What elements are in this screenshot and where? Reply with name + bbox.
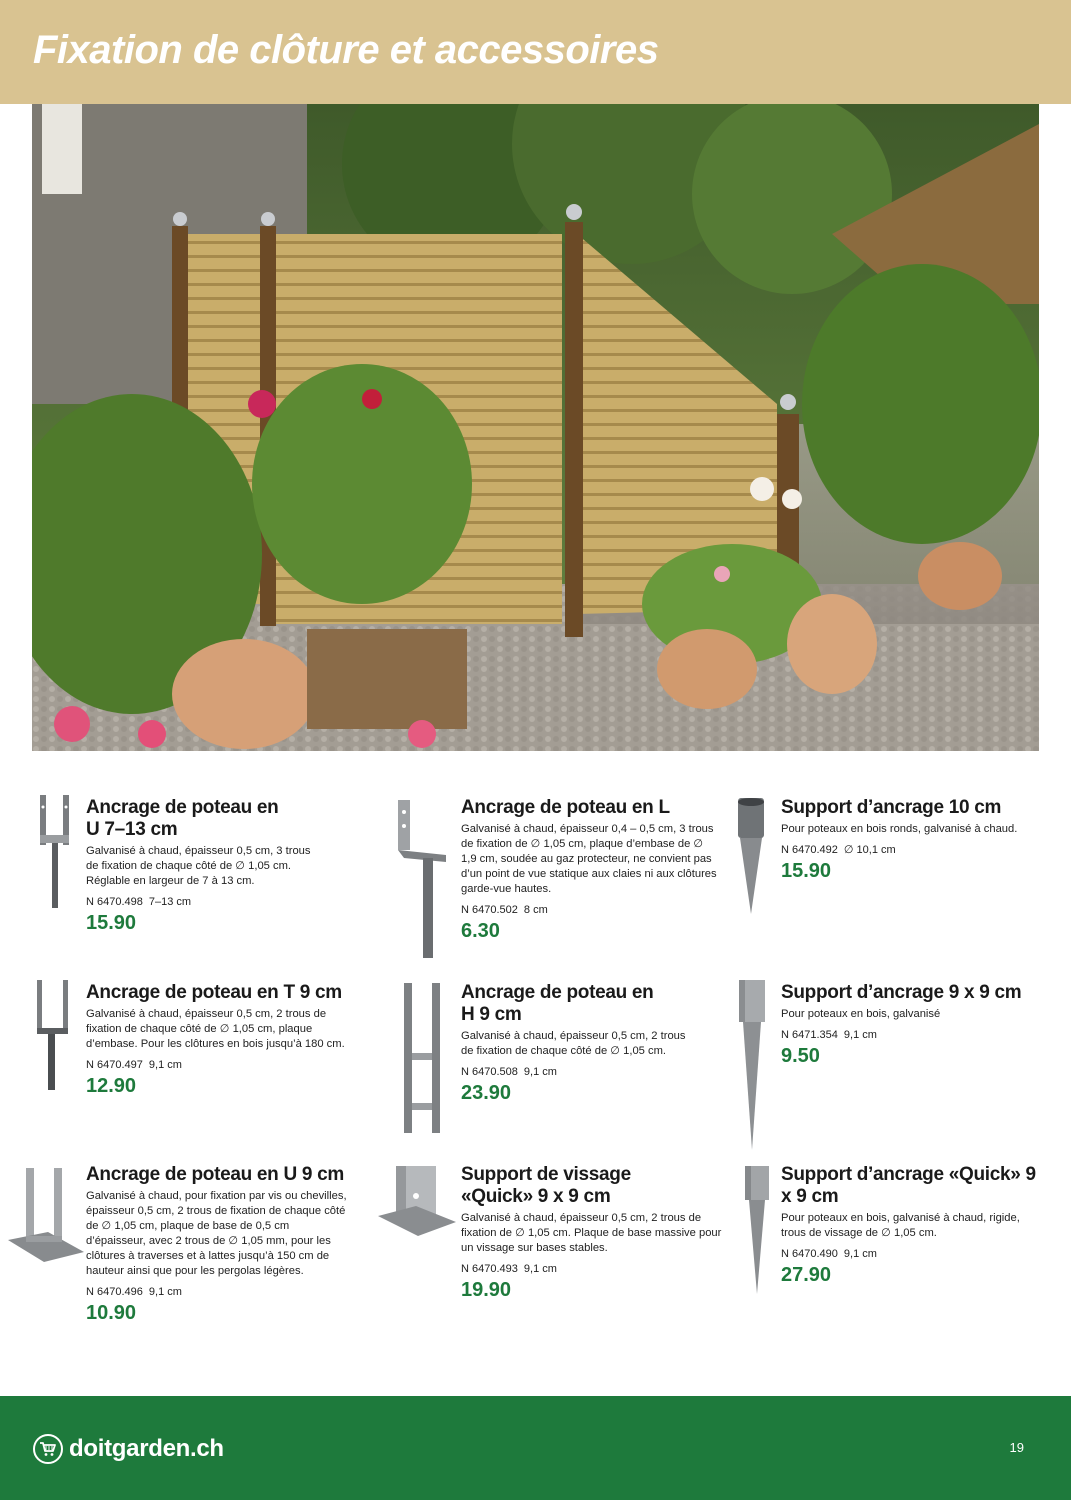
product-reference <box>86 895 406 909</box>
site-logo[interactable] <box>33 1434 224 1464</box>
product-size: 9,1 cm <box>148 1059 182 1071</box>
product-title: Support de vissage «Quick» 9 x 9 cm <box>461 1164 631 1207</box>
product-reference <box>86 1058 406 1072</box>
product-description: Galvanisé à chaud, épaisseur 0,5 cm, 2 trous de fixation de chaque côté de ∅ 1,05 cm. <box>461 1030 686 1057</box>
shopping-cart-icon <box>33 1434 63 1464</box>
product-ref-number: N 6470.502 <box>461 904 518 916</box>
product-size: 9,1 cm <box>843 1029 877 1041</box>
product-reference <box>781 1028 1071 1042</box>
product-size: 9,1 cm <box>523 1066 557 1078</box>
product-size: 9,1 cm <box>523 1263 557 1275</box>
page-footer <box>0 1396 1071 1500</box>
product-ref-number: N 6470.508 <box>461 1066 518 1078</box>
product-card <box>781 1164 1071 1287</box>
product-price: 19.90 <box>461 1279 512 1301</box>
l-anchor-icon <box>396 800 448 960</box>
garden-fence-photo-illustration <box>32 104 1039 751</box>
product-description: Galvanisé à chaud, épaisseur 0,4 – 0,5 cm, 3 trous de fixation de ∅ 1,05 cm, plaque d’embase de ∅ 1,9 cm, soudée au gaz protecteur, ne convient pas d’un point de vue statique aux claies ni aux clôtures garde-vue hautes. <box>461 823 717 895</box>
product-title: Support d’ancrage «Quick» 9 x 9 cm <box>781 1164 1036 1207</box>
product-ref-number: N 6470.493 <box>461 1263 518 1275</box>
site-name: doitgarden.ch <box>69 1435 224 1462</box>
product-price: 15.90 <box>86 912 137 934</box>
product-card <box>781 982 1071 1068</box>
product-card <box>461 1164 781 1302</box>
product-reference <box>461 1065 781 1079</box>
product-price: 9.50 <box>781 1045 820 1067</box>
product-price: 27.90 <box>781 1264 832 1286</box>
product-size: 9,1 cm <box>148 1286 182 1298</box>
product-description: Pour poteaux en bois, galvanisé <box>781 1008 941 1020</box>
product-price: 12.90 <box>86 1075 137 1097</box>
u-anchor-base-plate-icon <box>8 1168 84 1264</box>
h-anchor-icon <box>402 983 444 1135</box>
garden-fence-photo <box>32 104 1039 751</box>
product-description: Galvanisé à chaud, épaisseur 0,5 cm, 3 trous de fixation de chaque côté de ∅ 1,05 cm. Réglable en largeur de 7 à 13 cm. <box>86 845 311 887</box>
product-reference <box>781 1247 1071 1261</box>
product-reference <box>86 1285 406 1299</box>
product-description: Pour poteaux en bois, galvanisé à chaud, rigide, trous de vissage de ∅ 1,05 cm. <box>781 1212 1020 1239</box>
product-price: 10.90 <box>86 1302 137 1324</box>
product-card <box>86 797 406 935</box>
product-card <box>461 982 781 1105</box>
product-title: Support d’ancrage 9 x 9 cm <box>781 982 1022 1003</box>
t-anchor-icon <box>35 980 71 1092</box>
product-title: Ancrage de poteau en H 9 cm <box>461 982 654 1025</box>
product-card <box>781 797 1071 883</box>
product-title: Ancrage de poteau en U 9 cm <box>86 1164 344 1185</box>
product-ref-number: N 6470.497 <box>86 1059 143 1071</box>
bolt-down-support-icon <box>378 1166 456 1252</box>
product-card <box>86 982 406 1098</box>
u-anchor-adjustable-icon <box>35 795 75 910</box>
product-reference <box>781 843 1071 857</box>
page-number: 19 <box>1009 1440 1024 1455</box>
product-card <box>86 1164 406 1325</box>
square-spike-anchor-icon <box>737 980 767 1152</box>
product-description: Galvanisé à chaud, épaisseur 0,5 cm, 2 trous de fixation de chaque côté de ∅ 1,05 cm, plaque d’embase. Pour les clôtures en bois jusqu’à 180 cm. <box>86 1008 345 1050</box>
page-title: Fixation de clôture et accessoires <box>33 28 659 72</box>
product-card <box>461 797 781 943</box>
product-size: 8 cm <box>523 904 548 916</box>
product-ref-number: N 6470.490 <box>781 1248 838 1260</box>
product-title: Ancrage de poteau en L <box>461 797 670 818</box>
product-title: Ancrage de poteau en T 9 cm <box>86 982 342 1003</box>
product-description: Pour poteaux en bois ronds, galvanisé à chaud. <box>781 823 1018 835</box>
product-description: Galvanisé à chaud, pour fixation par vis ou chevilles, épaisseur 0,5 cm, 2 trous de fixation de chaque côté de ∅ 1,05 cm, plaque de base de 0,5 cm d’épaisseur, avec 2 trous de ∅ 1,05 mm, pour les clôtures à traverses et à lattes jusqu’à 150 cm de hauteur ainsi que pour les pergolas légères. <box>86 1190 347 1277</box>
product-title: Support d’ancrage 10 cm <box>781 797 1002 818</box>
round-spike-anchor-icon <box>734 798 768 916</box>
product-size: 9,1 cm <box>843 1248 877 1260</box>
product-ref-number: N 6470.498 <box>86 896 143 908</box>
product-price: 15.90 <box>781 860 832 882</box>
product-description: Galvanisé à chaud, épaisseur 0,5 cm, 2 trous de fixation de ∅ 1,05 cm. Plaque de base massive pour un vissage sur bases stables. <box>461 1212 722 1254</box>
product-price: 6.30 <box>461 920 500 942</box>
product-size: ∅ 10,1 cm <box>843 844 896 856</box>
product-title: Ancrage de poteau en U 7–13 cm <box>86 797 279 840</box>
product-price: 23.90 <box>461 1082 512 1104</box>
product-ref-number: N 6470.492 <box>781 844 838 856</box>
product-reference <box>461 1262 781 1276</box>
product-size: 7–13 cm <box>148 896 192 908</box>
product-ref-number: N 6470.496 <box>86 1286 143 1298</box>
product-reference <box>461 903 781 917</box>
quick-spike-anchor-icon <box>743 1166 771 1296</box>
page-header <box>0 0 1071 104</box>
product-ref-number: N 6471.354 <box>781 1029 838 1041</box>
